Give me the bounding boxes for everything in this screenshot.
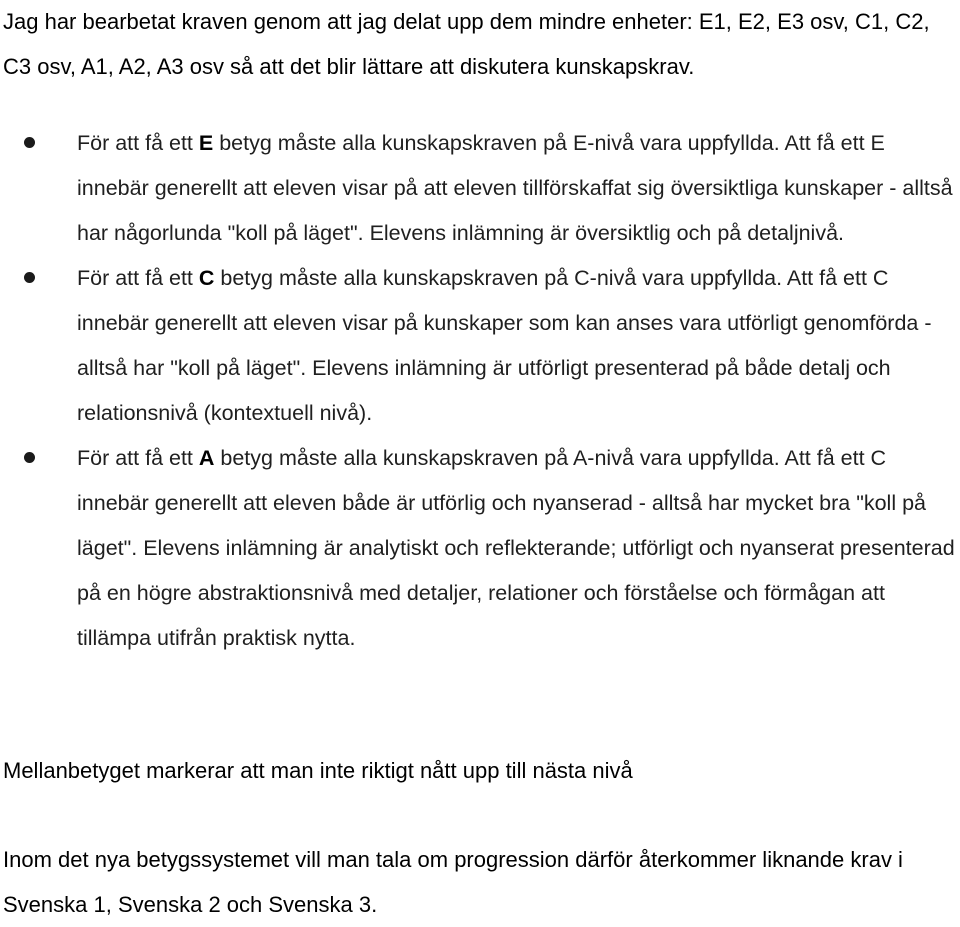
bullet-body-text: betyg måste alla kunskapskraven på C-nivå vara uppfyllda. Att få ett C innebär generellt att eleven visar på kunskaper som kan anses vara utförligt genomförda - alltså har "koll på läget". Elevens inlämning är utförligt presenterad på både detalj och relationsnivå (kontextuell nivå).: [77, 266, 932, 425]
mellanbetyg-paragraph: Mellanbetyget markerar att man inte riktigt nått upp till nästa nivå: [3, 758, 633, 783]
grade-letter: A: [198, 446, 215, 470]
bullet-lead-text: För att få ett: [77, 266, 199, 290]
grade-e-criteria: [0, 121, 960, 256]
bullet-icon: [24, 137, 35, 148]
grade-criteria-list: [0, 121, 960, 661]
bullet-body-text: betyg måste alla kunskapskraven på E-nivå vara uppfyllda. Att få ett E innebär generellt att eleven visar på att eleven tillförskaffat sig översiktliga kunskaper - alltså har någorlunda "koll på läget". Elevens inlämning är översiktlig och på detaljnivå.: [77, 131, 953, 245]
grade-a-criteria: [0, 436, 960, 661]
bullet-lead-text: För att få ett: [77, 131, 199, 155]
bullet-lead-text: För att få ett: [77, 446, 199, 470]
progression-paragraph: Inom det nya betygssystemet vill man tala om progression därför återkommer liknande krav i Svenska 1, Svenska 2 och Svenska 3.: [3, 847, 903, 917]
intro-paragraph: Jag har bearbetat kraven genom att jag delat upp dem mindre enheter: E1, E2, E3 osv, C1, C2, C3 osv, A1, A2, A3 osv så att det blir lättare att diskutera kunskapskrav.: [3, 9, 930, 79]
grade-c-criteria: [0, 256, 960, 436]
bullet-icon: [24, 452, 35, 463]
bullet-icon: [24, 272, 35, 283]
grade-letter: C: [198, 266, 215, 290]
grade-letter: E: [198, 131, 214, 155]
bullet-body-text: betyg måste alla kunskapskraven på A-nivå vara uppfyllda. Att få ett C innebär generellt att eleven både är utförlig och nyanserad - alltså har mycket bra "koll på läget". Elevens inlämning är analytiskt och reflekterande; utförligt och nyanserat presenterad på en högre abstraktionsnivå med detaljer, relationer och förståelse och förmågan att tillämpa utifrån praktisk nytta.: [77, 446, 955, 650]
